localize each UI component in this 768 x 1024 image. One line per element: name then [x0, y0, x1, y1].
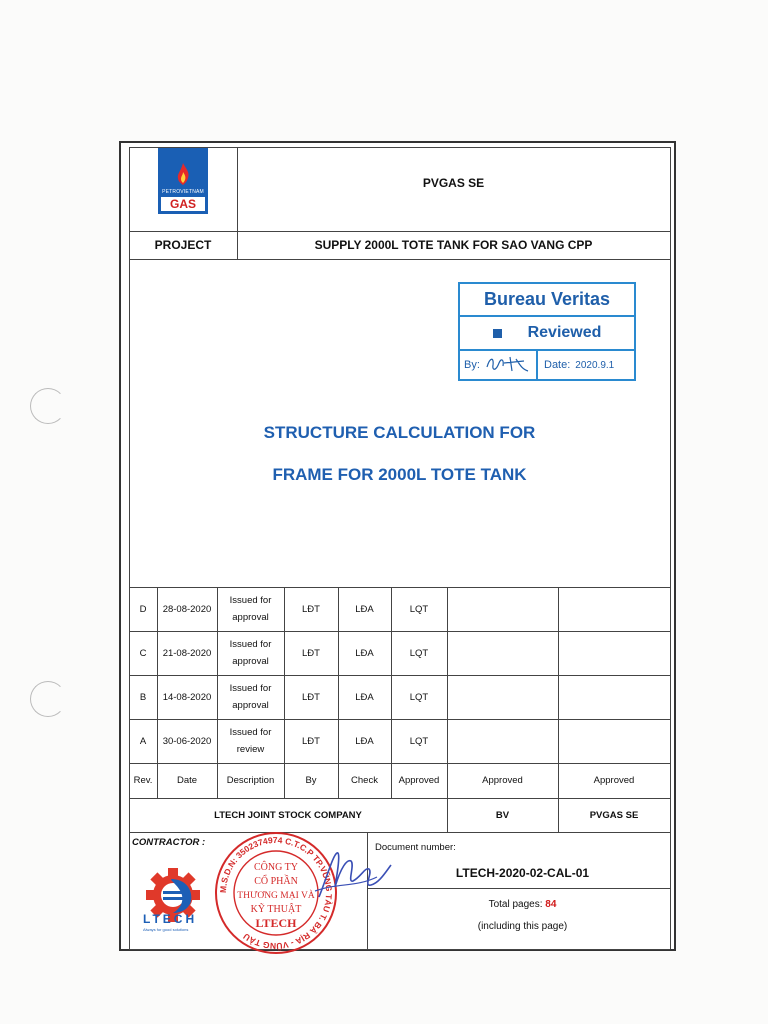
description-cell: Issued for review: [229, 727, 272, 755]
reviewer-signature: [484, 353, 530, 375]
square-bullet-icon: [493, 329, 502, 338]
header-date: Date: [176, 775, 198, 786]
header-approved: Approved: [398, 775, 440, 786]
petrovietnam-gas-logo: [158, 148, 208, 214]
total-pages: [375, 895, 670, 913]
project-rule: [129, 259, 670, 260]
by-cell: LĐT: [302, 735, 320, 747]
by-cell: LĐT: [302, 647, 320, 659]
header-approved-bv: Approved: [482, 775, 523, 786]
date-cell: 30-06-2020: [162, 735, 212, 747]
header-approved-pvgas: Approved: [593, 775, 635, 786]
document-number-label: Document number:: [375, 842, 456, 853]
document-title-line2: FRAME FOR 2000L TOTE TANK: [272, 465, 527, 484]
check-cell: LĐA: [355, 647, 374, 659]
date-cell: 28-08-2020: [162, 603, 212, 615]
cover-sheet: [119, 141, 676, 951]
seal-line-1: CÔNG TY: [254, 862, 298, 873]
by-cell: LĐT: [302, 603, 320, 615]
header-check: Check: [351, 775, 378, 786]
frame-right: [670, 147, 671, 949]
document-number: LTECH-2020-02-CAL-01: [455, 866, 590, 880]
bv-by-label: By:: [464, 359, 480, 371]
bv-status-row: [460, 317, 634, 351]
check-cell: LĐA: [355, 691, 374, 703]
rev-cell: B: [139, 691, 147, 703]
approved-cell: LQT: [409, 735, 429, 747]
rev-cell: A: [139, 735, 147, 747]
check-cell: LĐA: [355, 735, 374, 747]
reviewer-company: BV: [495, 809, 510, 821]
seal-line-5: LTECH: [255, 916, 297, 930]
frame-bottom: [129, 949, 670, 950]
header-rev: Rev.: [133, 775, 153, 786]
header-by: By: [305, 775, 317, 786]
approved-cell: LQT: [409, 603, 429, 615]
project-title: SUPPLY 2000L TOTE TANK FOR SAO VANG CPP: [314, 238, 593, 252]
total-pages-label: Total pages:: [488, 898, 543, 910]
rev-cell: D: [139, 603, 147, 615]
description-cell: Issued for approval: [229, 639, 272, 667]
bv-date-value: 2020.9.1: [575, 359, 615, 371]
date-cell: 14-08-2020: [162, 691, 212, 703]
description-cell: Issued for approval: [229, 683, 272, 711]
document-title-line1: STRUCTURE CALCULATION FOR: [263, 423, 536, 442]
total-pages-value: 84: [545, 898, 557, 910]
bureau-veritas-stamp: [458, 282, 636, 381]
cover-sheet-frame: [129, 147, 666, 952]
logo-brand-line: PETROVIETNAM: [162, 189, 204, 195]
seal-ring-text: M.S.D.N: 3502374974 C.T.C.P TP.VŨNG TÀU T. BÀ RỊA - VŨNG TÀU: [217, 834, 335, 952]
ltech-tagline: Always for good solutions: [143, 927, 189, 932]
project-label: PROJECT: [154, 238, 212, 252]
logo-brand-name: GAS: [161, 197, 205, 211]
punch-hole: [30, 681, 66, 717]
flame-icon: [176, 163, 190, 185]
contractor-label: CONTRACTOR :: [132, 837, 206, 848]
approved-cell: LQT: [409, 647, 429, 659]
table-rule: [129, 832, 670, 833]
description-cell: Issued for approval: [229, 595, 272, 623]
rev-cell: C: [139, 647, 147, 659]
date-cell: 21-08-2020: [162, 647, 212, 659]
punch-hole: [30, 388, 66, 424]
including-this-page: (including this page): [477, 920, 568, 932]
contractor-company: LTECH JOINT STOCK COMPANY: [214, 809, 362, 821]
seal-line-2: CỔ PHẦN: [254, 876, 298, 887]
table-rule: [367, 888, 670, 889]
header-description: Description: [226, 775, 275, 786]
by-cell: LĐT: [302, 691, 320, 703]
bv-date: [540, 351, 634, 379]
ltech-name: LTECH: [143, 912, 198, 926]
seal-line-4: KỸ THUẬT: [250, 904, 302, 915]
check-cell: LĐA: [355, 603, 374, 615]
client-name: PVGAS SE: [422, 176, 485, 190]
seal-line-3: THƯƠNG MẠI VÀ: [237, 891, 315, 901]
bv-date-label: Date:: [544, 359, 571, 371]
bv-org: Bureau Veritas: [460, 284, 634, 317]
approved-cell: LQT: [409, 691, 429, 703]
client-company: PVGAS SE: [589, 809, 639, 821]
bv-by: [460, 351, 538, 379]
bv-status: Reviewed: [527, 324, 602, 341]
